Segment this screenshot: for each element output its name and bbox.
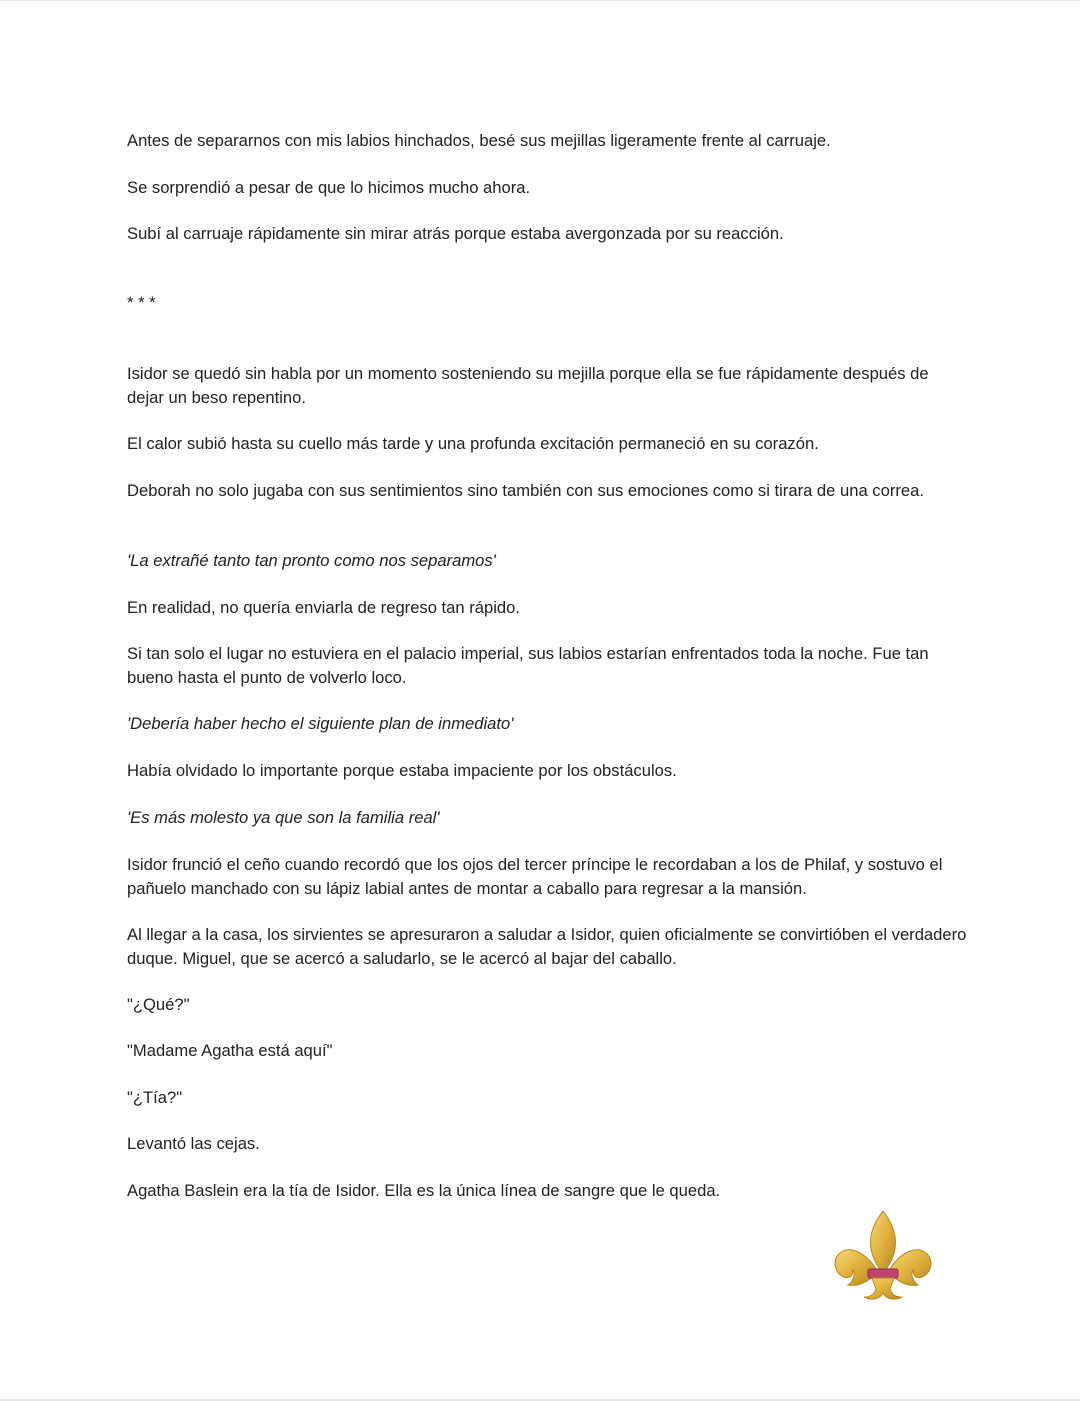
- paragraph-7: Deborah no solo jugaba con sus sentimientos sino también con sus emociones como si tirara de una correa.: [127, 481, 924, 500]
- paragraph-14: Isidor frunció el ceño cuando recordó que los ojos del tercer príncipe le recordaban a los de Philaf, y sostuvo el pañuelo manchado con su lápiz labial antes de montar a caballo para regresar a la mansión.: [127, 855, 943, 898]
- paragraph-1: Antes de separarnos con mis labios hinchados, besé sus mejillas ligeramente frente al carruaje.: [127, 131, 831, 150]
- dialogue-2: "Madame Agatha está aquí": [127, 1041, 333, 1060]
- paragraph-12: Había olvidado lo importante porque estaba impaciente por los obstáculos.: [127, 761, 677, 780]
- paragraph-10: Si tan solo el lugar no estuviera en el palacio imperial, sus labios estarían enfrentados toda la noche. Fue tan bueno hasta el punto de volverlo loco.: [127, 644, 929, 687]
- paragraph-19: Levantó las cejas.: [127, 1134, 260, 1153]
- paragraph-15: Al llegar a la casa, los sirvientes se apresuraron a saludar a Isidor, quien oficialmente se convirtióben el verdadero duque. Miguel, que se acercó a saludarlo, se le acercó al bajar del caballo.: [127, 925, 967, 968]
- fleur-de-lis-icon: [830, 1207, 936, 1331]
- watermark-logo: [830, 1207, 936, 1331]
- paragraph-20: Agatha Baslein era la tía de Isidor. Ella es la única línea de sangre que le queda.: [127, 1181, 721, 1200]
- thought-2: 'Debería haber hecho el siguiente plan de inmediato': [127, 714, 514, 733]
- thought-3: 'Es más molesto ya que son la familia real': [127, 808, 440, 827]
- paragraph-6: El calor subió hasta su cuello más tarde y una profunda excitación permaneció en su corazón.: [127, 434, 819, 453]
- dialogue-3: "¿Tía?": [127, 1088, 183, 1107]
- scene-break: * * *: [127, 293, 156, 312]
- paragraph-5: Isidor se quedó sin habla por un momento sosteniendo su mejilla porque ella se fue rápidamente después de dejar un beso repentino.: [127, 364, 929, 407]
- paragraph-3: Subí al carruaje rápidamente sin mirar atrás porque estaba avergonzada por su reacción.: [127, 224, 784, 243]
- paragraph-9: En realidad, no quería enviarla de regreso tan rápido.: [127, 598, 520, 617]
- dialogue-1: "¿Qué?": [127, 995, 190, 1014]
- thought-1: 'La extrañé tanto tan pronto como nos separamos': [127, 551, 496, 570]
- paragraph-2: Se sorprendió a pesar de que lo hicimos mucho ahora.: [127, 178, 531, 197]
